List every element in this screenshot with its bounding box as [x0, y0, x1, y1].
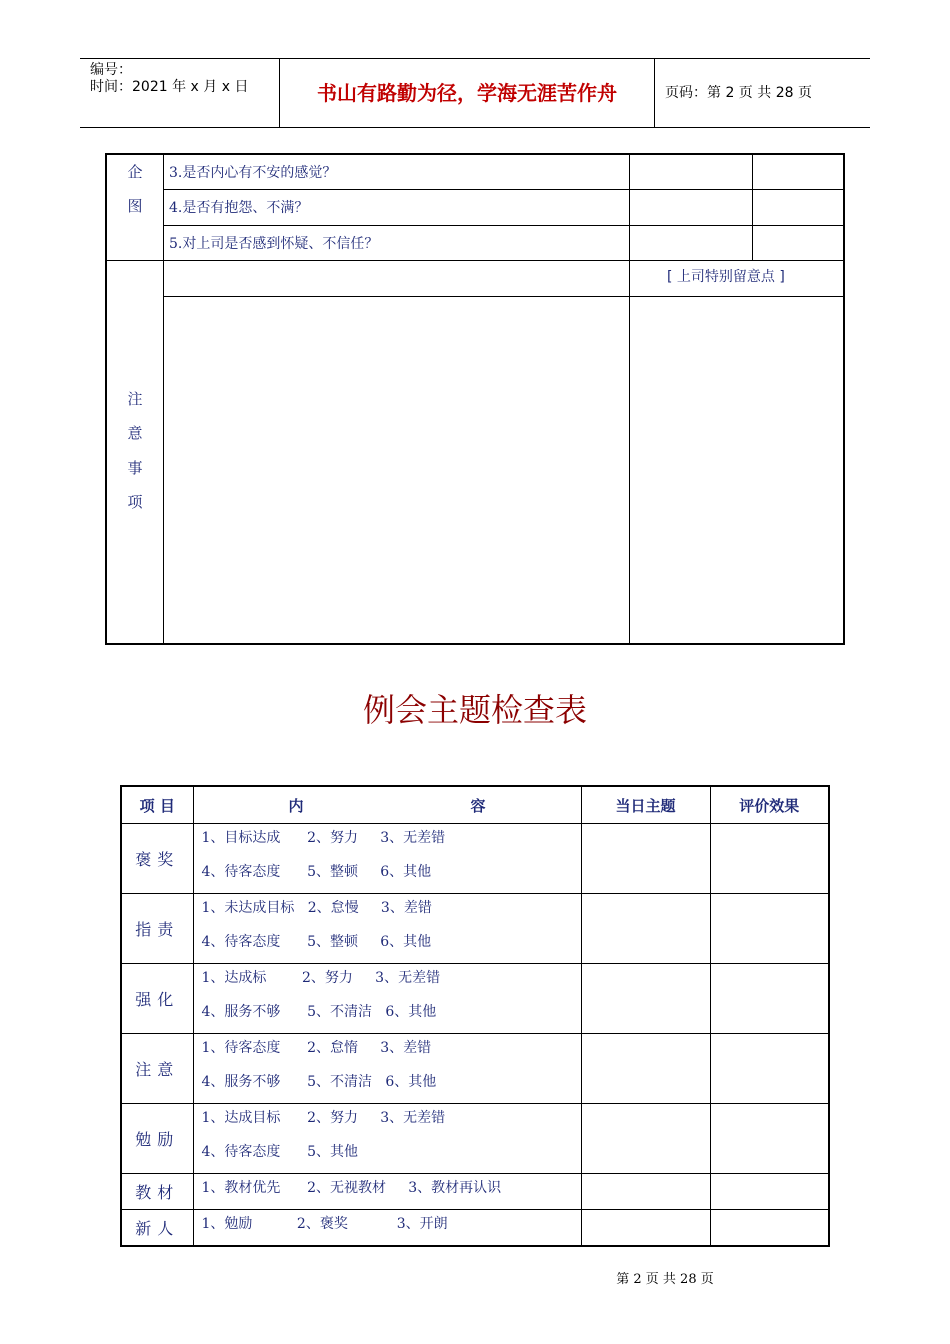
topic-cell[interactable] [581, 894, 710, 964]
table-header-row [121, 786, 829, 824]
topic-cell[interactable] [581, 964, 710, 1034]
page-footer: 第 2 页 共 28 页 [616, 1272, 714, 1287]
table-row [121, 894, 829, 964]
table-row [121, 824, 829, 894]
question-3: 3.是否内心有不安的感觉？ [169, 165, 337, 181]
row-item: 勉励 [121, 1104, 193, 1174]
row-content [193, 1034, 581, 1104]
table-row [121, 1174, 829, 1210]
topic-cell[interactable] [581, 1104, 710, 1174]
intent-label-1: 企 [127, 163, 143, 181]
topic-cell[interactable] [581, 1034, 710, 1104]
content-line: 1、达成标 2、努力 3、无差错 [201, 970, 441, 986]
header-topic: 当日主题 [581, 786, 710, 824]
header-item: 项 目 [121, 786, 193, 824]
table-row [121, 1104, 829, 1174]
header-content [193, 786, 581, 824]
table-row [121, 964, 829, 1034]
row-content [193, 964, 581, 1034]
row-item: 强化 [121, 964, 193, 1034]
row-item: 指责 [121, 894, 193, 964]
table-row [121, 1210, 829, 1246]
intent-notes-form [105, 153, 845, 645]
content-line: 1、待客态度 2、怠惰 3、差错 [201, 1040, 432, 1056]
eval-cell[interactable] [710, 1210, 829, 1246]
table-row [121, 1034, 829, 1104]
content-line: 4、待客态度 5、其他 [201, 1144, 359, 1160]
notes-label-3: 事 [127, 459, 143, 477]
row-item: 注意 [121, 1034, 193, 1104]
row-item: 教材 [121, 1174, 193, 1210]
content-line: 1、勉励 2、褒奖 3、开朗 [201, 1216, 448, 1232]
notes-label-2: 意 [127, 424, 143, 442]
question-4: 4.是否有抱怨、不满？ [169, 200, 309, 216]
notes-label-4: 项 [127, 493, 143, 511]
content-line: 1、目标达成 2、努力 3、无差错 [201, 830, 446, 846]
topic-cell[interactable] [581, 824, 710, 894]
eval-cell[interactable] [710, 1104, 829, 1174]
row-content [193, 1104, 581, 1174]
topic-cell[interactable] [581, 1210, 710, 1246]
header-eval: 评价效果 [710, 786, 829, 824]
intent-label-2: 图 [127, 197, 143, 215]
eval-cell[interactable] [710, 1174, 829, 1210]
content-line: 4、服务不够 5、不清洁 6、其他 [201, 1074, 437, 1090]
question-5: 5.对上司是否感到怀疑、不信任？ [169, 236, 379, 252]
row-content [193, 1174, 581, 1210]
boss-note-label: [ 上司特别留意点 ] [667, 269, 785, 285]
row-content [193, 824, 581, 894]
time-label: 时间：2021 年 x 月 x 日 [90, 79, 249, 95]
header-content-a: 内 [288, 796, 304, 815]
header-meta [80, 59, 280, 127]
page-header [80, 58, 870, 128]
checklist-title: 例会主题检查表 [362, 691, 587, 729]
row-content [193, 1210, 581, 1246]
header-content-b: 容 [470, 796, 486, 815]
header-motto: 书山有路勤为径，学海无涯苦作舟 [280, 59, 655, 127]
row-content [193, 894, 581, 964]
eval-cell[interactable] [710, 894, 829, 964]
header-page: 页码：第 2 页 共 28 页 [665, 85, 812, 101]
content-line: 1、教材优先 2、无视教材 3、教材再认识 [201, 1180, 502, 1196]
row-item: 新人 [121, 1210, 193, 1246]
eval-cell[interactable] [710, 1034, 829, 1104]
topic-cell[interactable] [581, 1174, 710, 1210]
content-line: 1、未达成目标 2、怠慢 3、差错 [201, 900, 432, 916]
content-line: 4、服务不够 5、不清洁 6、其他 [201, 1004, 437, 1020]
row-item: 褒奖 [121, 824, 193, 894]
eval-cell[interactable] [710, 824, 829, 894]
code-label: 编号： [90, 62, 132, 78]
checklist-table [120, 785, 830, 1247]
content-line: 1、达成目标 2、努力 3、无差错 [201, 1110, 446, 1126]
notes-label-1: 注 [127, 390, 143, 408]
content-line: 4、待客态度 5、整顿 6、其他 [201, 934, 432, 950]
eval-cell[interactable] [710, 964, 829, 1034]
content-line: 4、待客态度 5、整顿 6、其他 [201, 864, 432, 880]
